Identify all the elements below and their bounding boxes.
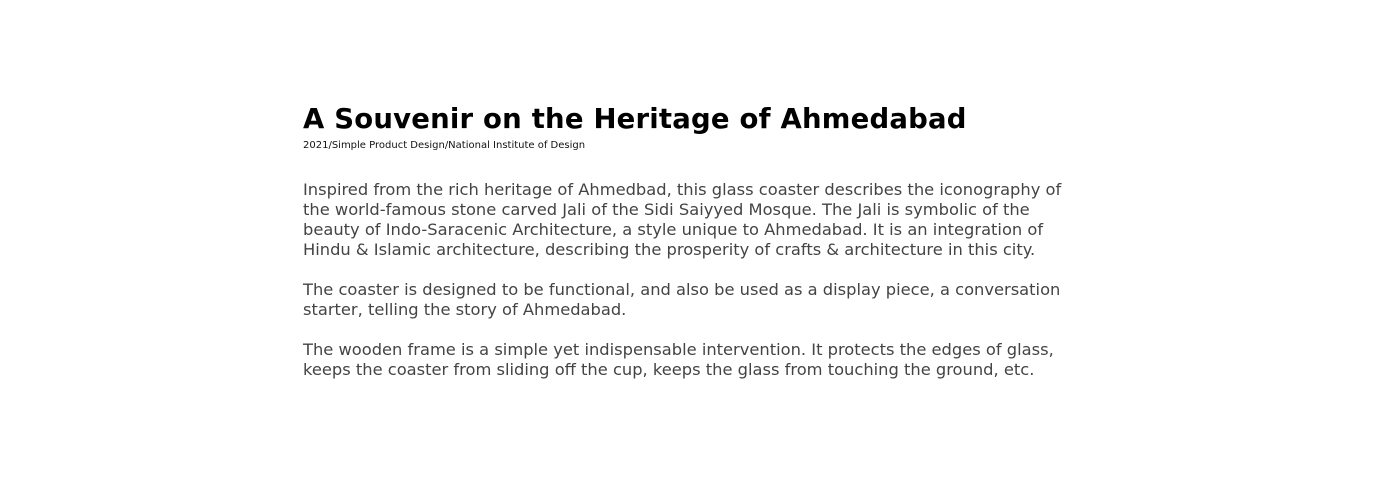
text-line: Hindu & Islamic architecture, describing the prosperity of crafts & architecture in this city. bbox=[303, 240, 1036, 259]
text-line: The wooden frame is a simple yet indispensable intervention. It protects the edges of glass, bbox=[303, 340, 1054, 359]
text-line: Inspired from the rich heritage of Ahmedbad, this glass coaster describes the iconography of bbox=[303, 180, 1062, 199]
paragraph-function bbox=[303, 280, 1061, 320]
project-description bbox=[303, 101, 1061, 380]
project-meta: 2021/Simple Product Design/National Institute of Design bbox=[303, 140, 586, 151]
paragraph-inspiration bbox=[303, 180, 1061, 260]
text-line: The coaster is designed to be functional, and also be used as a display piece, a conversation bbox=[303, 280, 1061, 299]
text-line: the world-famous stone carved Jali of the Sidi Saiyyed Mosque. The Jali is symbolic of the bbox=[303, 200, 1030, 219]
paragraph-frame bbox=[303, 340, 1061, 380]
text-line: keeps the coaster from sliding off the cup, keeps the glass from touching the ground, etc. bbox=[303, 360, 1035, 379]
text-line: starter, telling the story of Ahmedabad. bbox=[303, 300, 627, 319]
page-title: A Souvenir on the Heritage of Ahmedabad bbox=[303, 103, 967, 135]
text-line: beauty of Indo-Saracenic Architecture, a style unique to Ahmedabad. It is an integration of bbox=[303, 220, 1044, 239]
